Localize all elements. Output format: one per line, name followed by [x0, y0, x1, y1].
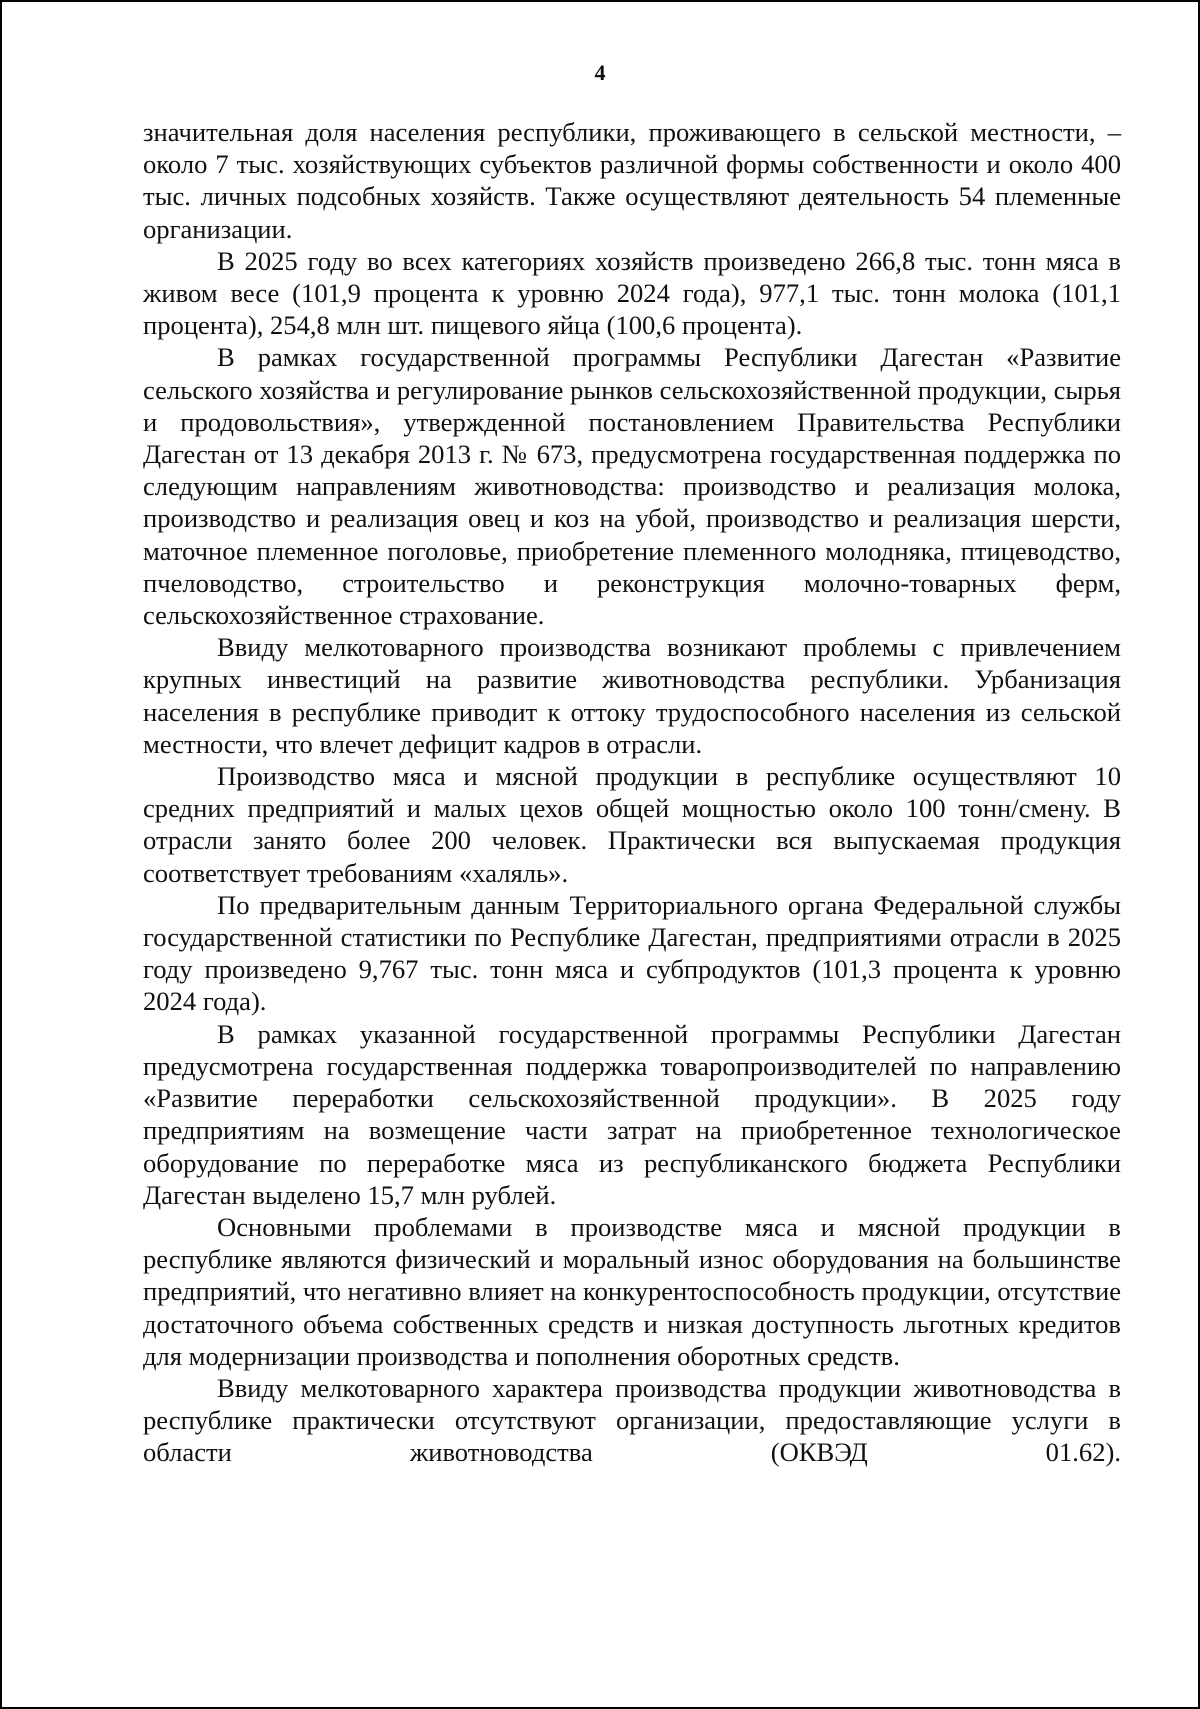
paragraph-production-2025: В 2025 году во всех категориях хозяйств произведено 266,8 тыс. тонн мяса в живом весе (101,9 процента к уровню 2024 года), 977,1 тыс. тонн молока (101,1 процента), 254,8 млн шт. пищевого яйца (100,6 процента). — [143, 245, 1121, 341]
paragraph-statistics: По предварительным данным Территориального органа Федеральной службы государственной статистики по Республике Дагестан, предприятиями отрасли в 2025 году произведено 9,767 тыс. тонн мяса и субпродуктов (101,3 процента к уровню 2024 года). — [143, 889, 1121, 1017]
paragraph-meat-production: Производство мяса и мясной продукции в республике осуществляют 10 средних предприятий и малых цехов общей мощностью около 100 тонн/смену. В отрасли занято более 200 человек. Практически вся выпускаемая продукция соответствует требованиям «халяль». — [143, 761, 1121, 888]
paragraph-services: Ввиду мелкотоварного характера производства продукции животноводства в республике практически отсутствуют организации, предоставляющие услуги в области животноводства (ОКВЭД 01.62). — [143, 1372, 1121, 1468]
paragraph-main-problems: Основными проблемами в производстве мяса и мясной продукции в республике являются физический и моральный износ оборудования на большинстве предприятий, что негативно влияет на конкурентоспособность продукции, отсутствие достаточного объема собственных средств и низкая доступность льготных кредитов для модернизации производства и пополнения оборотных средств. — [143, 1211, 1121, 1371]
paragraph-state-program: В рамках государственной программы Республики Дагестан «Развитие сельского хозяйства и регулирование рынков сельскохозяйственной продукции, сырья и продовольствия», утвержденной постановлением Правительства Республики Дагестан от 13 декабря 2013 г. № 673, предусмотрена государственная поддержка по следующим направлениям животноводства: производство и реализация молока, производство и реализация овец и коз на убой, производство и реализация шерсти, маточное племенное поголовье, приобретение племенного молодняка, птицеводство, пчеловодство, строительство и реконструкция молочно-товарных ферм, сельскохозяйственное страхование. — [143, 342, 1121, 631]
page-number: 4 — [594, 60, 606, 85]
scan-edge-left — [0, 0, 2, 1709]
paragraph-continuation: значительная доля населения республики, проживающего в сельской местности, – около 7 тыс. хозяйствующих субъектов различной формы собственности и около 400 тыс. личных подсобных хозяйств. Также осуществляют деятельность 54 племенные организации. — [143, 117, 1121, 244]
scan-edge-top — [0, 0, 1200, 2]
paragraph-investment-problems: Ввиду мелкотоварного производства возникают проблемы с привлечением крупных инвестиций на развитие животноводства республики. Урбанизация населения в республике приводит к оттоку трудоспособного населения из сельской местности, что влечет дефицит кадров в отрасли. — [143, 632, 1121, 759]
document-body — [143, 116, 1121, 1469]
paragraph-processing-support: В рамках указанной государственной программы Республики Дагестан предусмотрена государственная поддержка товаропроизводителей по направлению «Развитие переработки сельскохозяйственной продукции». В 2025 году предприятиям на возмещение части затрат на приобретенное технологическое оборудование по переработке мяса из республиканского бюджета Республики Дагестан выделено 15,7 млн рублей. — [143, 1018, 1121, 1210]
